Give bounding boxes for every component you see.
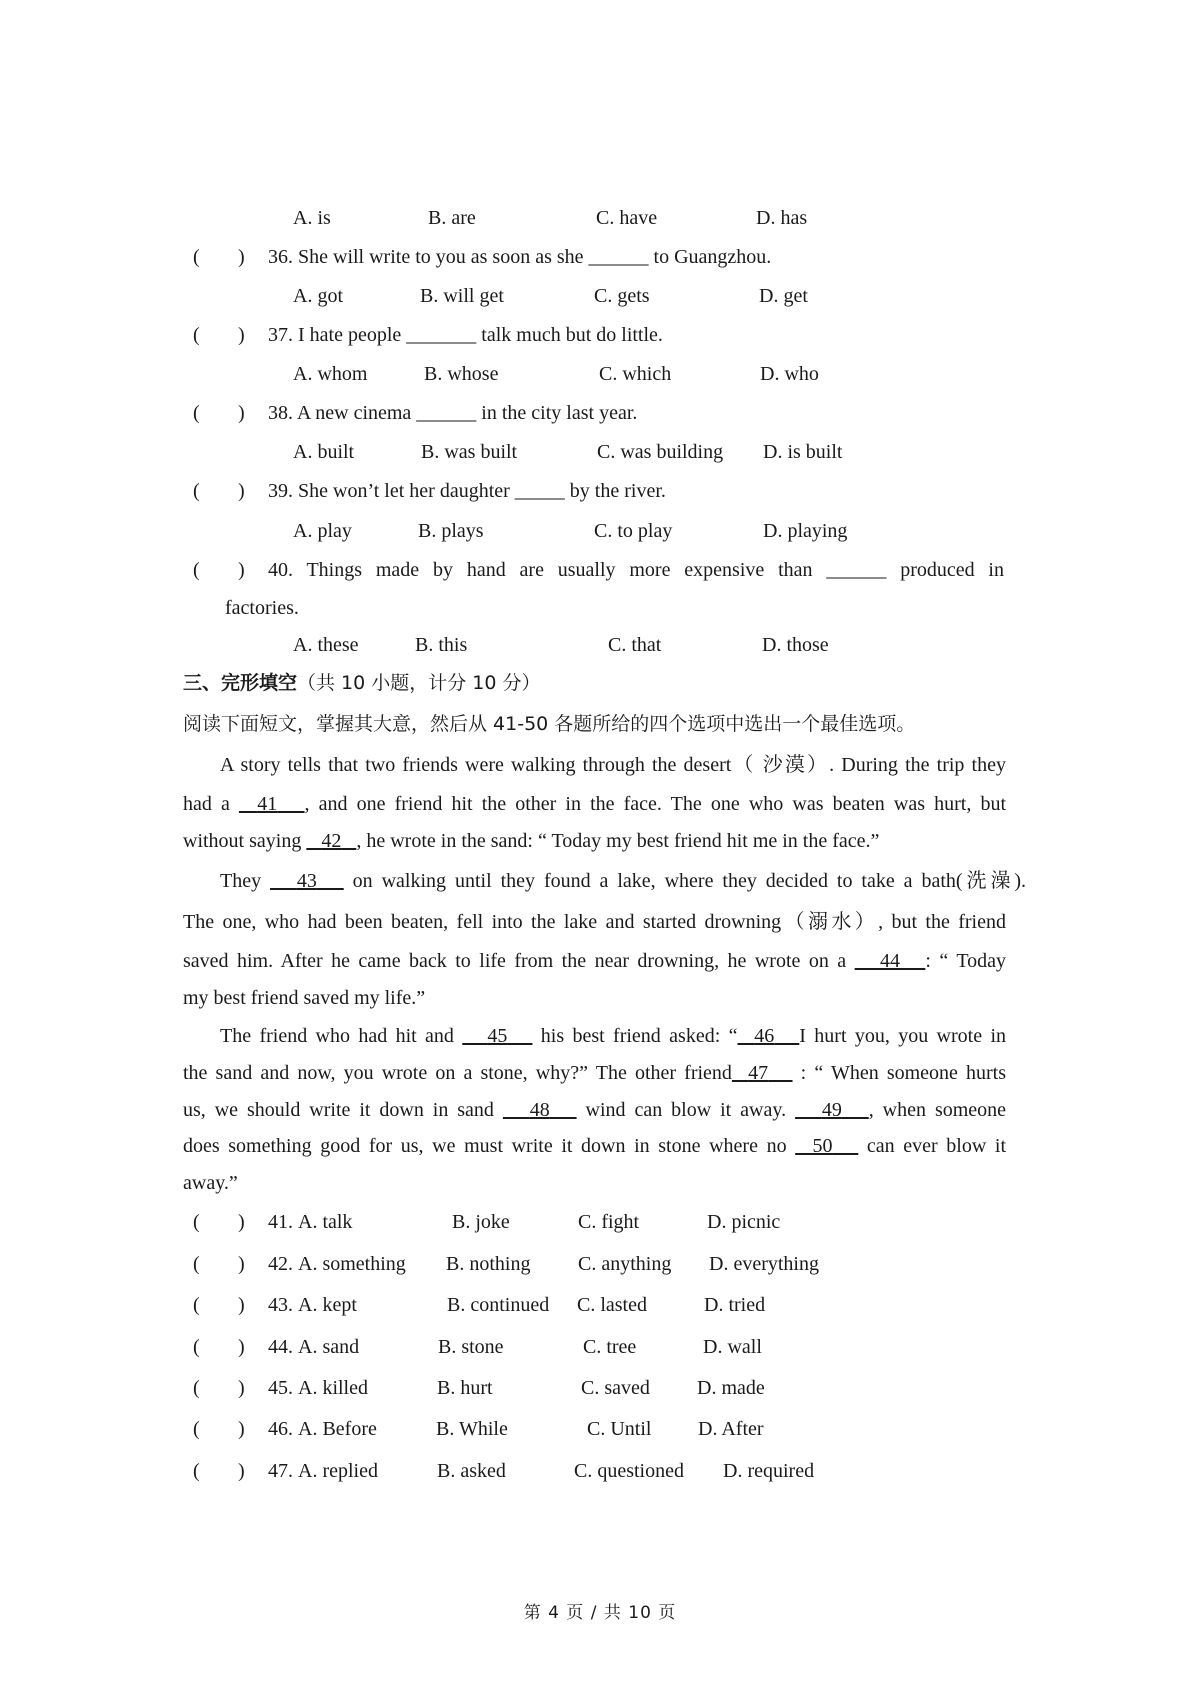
section-title: 三、完形填空（共 10 小题，计分 10 分） <box>183 672 541 694</box>
option: C. saved <box>581 1377 650 1399</box>
blank-47: 47 <box>748 1062 769 1084</box>
option: A. killed <box>298 1377 368 1399</box>
option: C. Until <box>587 1418 652 1440</box>
option: B. While <box>436 1418 508 1440</box>
question-text: Things made by hand are usually more expensive than ______ produced in <box>306 559 1004 581</box>
blank-42: 42 <box>321 830 342 852</box>
option: B. plays <box>418 520 484 542</box>
passage-line: us, we should write it down in sand 48 wind can blow it away. 49 , when someone <box>183 1099 1007 1121</box>
blank-48: 48 <box>529 1099 550 1121</box>
option: B. was built <box>421 441 518 463</box>
blank-45: 45 <box>487 1025 508 1047</box>
answer-paren-open: ( <box>193 246 200 268</box>
option: B. nothing <box>446 1253 531 1275</box>
question-number: 37. <box>268 324 293 346</box>
question-text: A new cinema ______ in the city last year. <box>296 402 638 424</box>
answer-paren-close: ) <box>238 480 245 502</box>
question-number: 47. <box>268 1460 293 1482</box>
option: C. tree <box>583 1336 637 1358</box>
option: C. fight <box>578 1211 640 1233</box>
answer-paren-open: ( <box>193 402 200 424</box>
passage-line: the sand and now, you wrote on a stone, why?” The other friend 47 : “ When someone hurts <box>183 1062 1007 1084</box>
answer-paren-close: ) <box>238 559 245 581</box>
passage-line: A story tells that two friends were walking through the desert（ 沙漠）. During the trip they <box>220 754 1006 776</box>
question-text: She will write to you as soon as she ______ to Guangzhou. <box>298 246 772 268</box>
option: C. have <box>596 207 658 229</box>
option: D. picnic <box>707 1211 781 1233</box>
question-number: 40. <box>268 559 293 581</box>
answer-paren-open: ( <box>193 324 200 346</box>
answer-paren-open: ( <box>193 1294 200 1316</box>
answer-paren-open: ( <box>193 1211 200 1233</box>
option: A. whom <box>293 363 368 385</box>
answer-paren-close: ) <box>238 324 245 346</box>
answer-paren-open: ( <box>193 1336 200 1358</box>
option: D. After <box>698 1418 764 1440</box>
blank-41: 41 <box>257 793 278 815</box>
section-instruction: 阅读下面短文，掌握其大意，然后从 41-50 各题所给的四个选项中选出一个最佳选项。 <box>183 713 916 735</box>
answer-paren-close: ) <box>238 1377 245 1399</box>
option: C. gets <box>594 285 650 307</box>
question-number: 46. <box>268 1418 293 1440</box>
option: A. sand <box>298 1336 360 1358</box>
option: D. get <box>759 285 808 307</box>
blank-49: 49 <box>821 1099 842 1121</box>
option: B. stone <box>438 1336 504 1358</box>
answer-paren-open: ( <box>193 1418 200 1440</box>
question-number: 41. <box>268 1211 293 1233</box>
option: D. is built <box>763 441 843 463</box>
option: D. who <box>760 363 819 385</box>
question-number: 36. <box>268 246 293 268</box>
answer-paren-close: ) <box>238 1211 245 1233</box>
option: B. whose <box>424 363 499 385</box>
answer-paren-close: ) <box>238 246 245 268</box>
option: D. playing <box>763 520 848 542</box>
option: A. Before <box>298 1418 377 1440</box>
blank-46: 46 <box>754 1025 775 1047</box>
passage-line: They 43 on walking until they found a lake, where they decided to take a bath(洗澡). <box>220 870 1027 892</box>
option: B. continued <box>447 1294 550 1316</box>
option: B. will get <box>420 285 504 307</box>
answer-paren-close: ) <box>238 1418 245 1440</box>
option: A. talk <box>298 1211 353 1233</box>
option: C. questioned <box>574 1460 684 1482</box>
option: D. everything <box>709 1253 819 1275</box>
blank-43: 43 <box>296 870 317 892</box>
option: C. which <box>599 363 672 385</box>
option: D. tried <box>704 1294 766 1316</box>
option: D. required <box>723 1460 815 1482</box>
answer-paren-close: ) <box>238 1253 245 1275</box>
passage-line: saved him. After he came back to life from the near drowning, he wrote on a 44 : “ Today <box>183 950 1007 972</box>
option: B. joke <box>452 1211 510 1233</box>
option: D. wall <box>703 1336 762 1358</box>
answer-paren-open: ( <box>193 480 200 502</box>
option: B. this <box>415 634 468 656</box>
passage-line: my best friend saved my life.” <box>183 987 426 1009</box>
option: C. to play <box>594 520 673 542</box>
option: C. was building <box>597 441 724 463</box>
option: A. kept <box>298 1294 357 1316</box>
option: C. that <box>608 634 662 656</box>
option: D. made <box>697 1377 765 1399</box>
answer-paren-close: ) <box>238 402 245 424</box>
page-number: 第 4 页 / 共 10 页 <box>523 1603 677 1623</box>
passage-line: had a 41 , and one friend hit the other in the face. The one who was beaten was hurt, but <box>183 793 1007 815</box>
option: A. something <box>298 1253 406 1275</box>
question-text: She won’t let her daughter _____ by the river. <box>298 480 666 502</box>
option: D. those <box>762 634 829 656</box>
question-number: 42. <box>268 1253 293 1275</box>
passage-line: The friend who had hit and 45 his best friend asked: “ 46 I hurt you, you wrote in <box>220 1025 1007 1047</box>
question-number: 43. <box>268 1294 293 1316</box>
answer-paren-close: ) <box>238 1460 245 1482</box>
answer-paren-open: ( <box>193 559 200 581</box>
option: A. play <box>293 520 352 542</box>
answer-paren-open: ( <box>193 1377 200 1399</box>
question-number: 44. <box>268 1336 293 1358</box>
option: A. built <box>293 441 355 463</box>
question-number: 38. <box>268 402 293 424</box>
option: D. has <box>756 207 808 229</box>
answer-paren-open: ( <box>193 1253 200 1275</box>
passage-line: without saying 42 , he wrote in the sand: “ Today my best friend hit me in the face.” <box>183 830 880 852</box>
option: A. got <box>293 285 343 307</box>
option: A. these <box>293 634 359 656</box>
question-text: factories. <box>225 597 299 619</box>
option: A. replied <box>298 1460 378 1482</box>
passage-line: does something good for us, we must write it down in stone where no 50 can ever blow it <box>183 1135 1007 1157</box>
blank-50: 50 <box>812 1135 833 1157</box>
blank-44: 44 <box>880 950 900 972</box>
option: C. lasted <box>577 1294 647 1316</box>
option: A. is <box>293 207 331 229</box>
question-number: 45. <box>268 1377 293 1399</box>
question-text: I hate people _______ talk much but do little. <box>298 324 663 346</box>
answer-paren-close: ) <box>238 1336 245 1358</box>
passage-line: away.” <box>183 1172 238 1194</box>
option: B. asked <box>437 1460 506 1482</box>
question-number: 39. <box>268 480 293 502</box>
option: B. are <box>428 207 476 229</box>
option: B. hurt <box>437 1377 493 1399</box>
answer-paren-open: ( <box>193 1460 200 1482</box>
answer-paren-close: ) <box>238 1294 245 1316</box>
option: C. anything <box>578 1253 672 1275</box>
passage-line: The one, who had been beaten, fell into the lake and started drowning（溺水）, but the friend <box>183 911 1006 933</box>
